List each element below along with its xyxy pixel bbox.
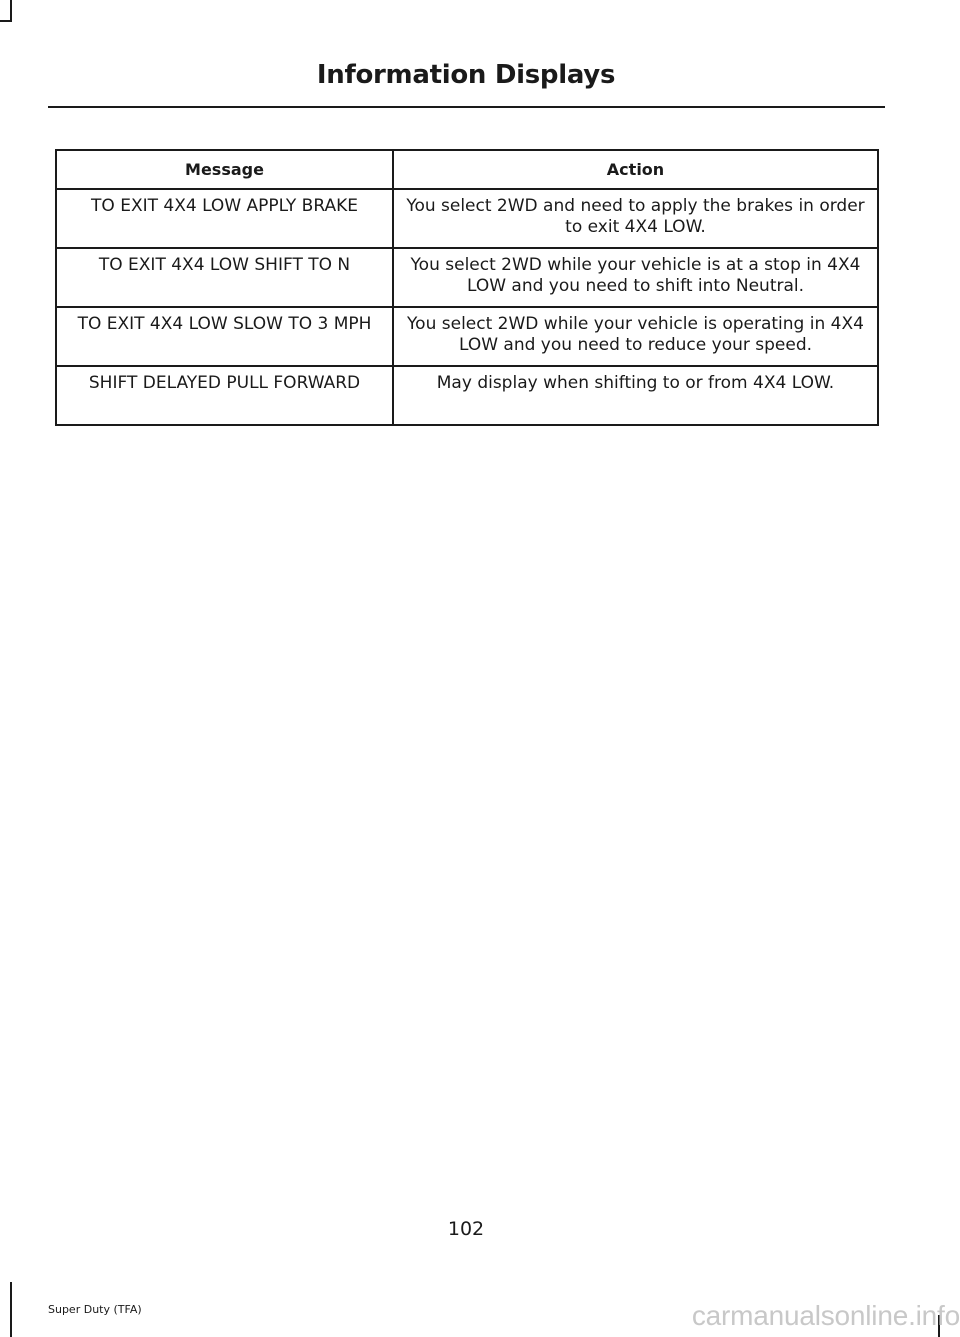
action-cell: You select 2WD while your vehicle is at a stop in 4X4 LOW and you need to shift into Neutral. xyxy=(393,248,878,307)
action-cell: You select 2WD while your vehicle is operating in 4X4 LOW and you need to reduce your speed. xyxy=(393,307,878,366)
page-title: Information Displays xyxy=(316,60,616,90)
message-cell: TO EXIT 4X4 LOW SHIFT TO N xyxy=(56,248,393,307)
crop-mark-top-left-horizontal xyxy=(0,20,12,22)
table-row xyxy=(56,307,878,366)
message-action-table xyxy=(55,149,879,426)
action-cell: You select 2WD and need to apply the brakes in order to exit 4X4 LOW. xyxy=(393,189,878,248)
table-row xyxy=(56,189,878,248)
message-cell: SHIFT DELAYED PULL FORWARD xyxy=(56,366,393,425)
page-number: 102 xyxy=(447,1218,485,1240)
action-cell: May display when shifting to or from 4X4 LOW. xyxy=(393,366,878,425)
title-divider xyxy=(48,106,885,108)
crop-mark-top-left-vertical xyxy=(10,0,12,22)
crop-mark-bottom-left-vertical xyxy=(10,1282,12,1337)
table-header-row xyxy=(56,150,878,189)
message-cell: TO EXIT 4X4 LOW SLOW TO 3 MPH xyxy=(56,307,393,366)
message-cell: TO EXIT 4X4 LOW APPLY BRAKE xyxy=(56,189,393,248)
table-row xyxy=(56,248,878,307)
publication-label: Super Duty (TFA) xyxy=(48,1303,142,1316)
watermark: carmanualsonline.info xyxy=(691,1300,960,1331)
table-row xyxy=(56,366,878,425)
column-header-message: Message xyxy=(56,150,393,189)
column-header-action: Action xyxy=(393,150,878,189)
